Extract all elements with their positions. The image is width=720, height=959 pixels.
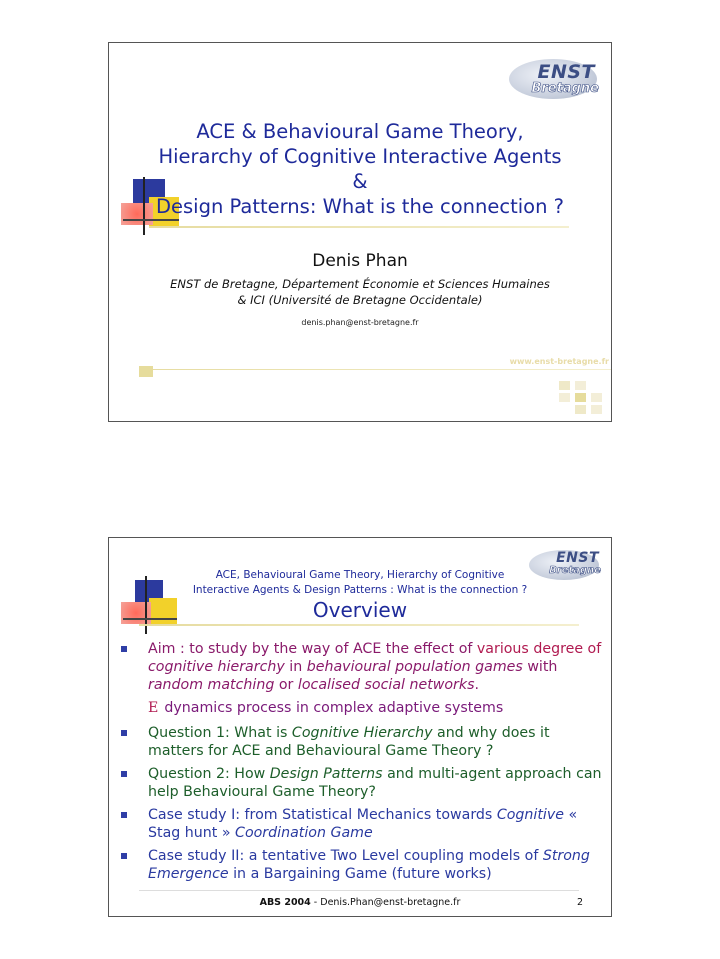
sub-bullet-text: dynamics process in complex adaptive systems [164, 700, 504, 716]
slide-title: Overview [312, 598, 408, 622]
bullet-marker [121, 812, 127, 818]
slide-header [109, 568, 611, 598]
case-study-1-text: Case study I: from Statistical Mechanics towards [148, 807, 497, 823]
affiliation-line-1: ENST de Bretagne, Département Économie et Sciences Humaines [170, 277, 550, 291]
bullet-case-study-1 [119, 806, 609, 842]
bullet-aim [119, 640, 609, 694]
bullet-question-2 [119, 765, 609, 801]
bullet-marker [121, 771, 127, 777]
aim-text: in [284, 659, 307, 675]
aim-text: . [474, 677, 480, 693]
header-line-2: Interactive Agents & Design Patterns : What is the connection ? [192, 584, 528, 596]
page-number: 2 [576, 897, 583, 908]
question-1-emphasis: Cognitive Hierarchy [291, 725, 433, 741]
footer-square-left [139, 366, 153, 377]
question-1-text: and why does it matters for ACE and Behavioural Game Theory ? [148, 725, 550, 759]
website-watermark: www.enst-bretagne.fr [509, 357, 609, 366]
aim-emphasis: behavioural population games [306, 659, 523, 675]
logo-text-bretagne: Bretagne [531, 81, 599, 96]
title-line-3: & [352, 170, 368, 193]
question-2-text: Question 2: How [148, 766, 270, 782]
aim-text: with [522, 659, 558, 675]
aim-text: or [274, 677, 298, 693]
case-study-1-emphasis: Cognitive [496, 807, 564, 823]
aim-emphasis: cognitive hierarchy [148, 659, 285, 675]
bullet-marker [121, 853, 127, 859]
title-divider [139, 624, 579, 626]
footer-divider [139, 890, 579, 891]
bullet-question-1 [119, 724, 609, 760]
aim-emphasis: random matching [148, 677, 275, 693]
aim-emphasis: localised social networks [297, 677, 475, 693]
header-line-1: ACE, Behavioural Game Theory, Hierarchy of Cognitive [215, 569, 505, 581]
title-divider [149, 226, 569, 228]
logo-text-bretagne: Bretagne [549, 565, 601, 576]
logo-text-enst: ENST [556, 550, 599, 566]
aim-text: various degree of [476, 641, 602, 657]
question-2-emphasis: Design Patterns [269, 766, 383, 782]
sub-bullet-marker: E [148, 700, 159, 716]
enst-bretagne-logo [509, 57, 601, 101]
title-line-2: Hierarchy of Cognitive Interactive Agents [158, 145, 562, 168]
bullet-case-study-2 [119, 847, 609, 883]
question-2-text: and multi-agent approach can help Behavioural Game Theory? [148, 766, 602, 800]
slide-title [109, 119, 611, 219]
bullet-marker [121, 646, 127, 652]
aim-text: Aim : to study by the way of ACE the effect of [148, 641, 477, 657]
title-line-1: ACE & Behavioural Game Theory, [196, 120, 524, 143]
footer-divider [139, 369, 611, 370]
case-study-1-text: « Stag hunt » [148, 807, 578, 841]
affiliation [109, 276, 611, 308]
title-line-4: Design Patterns: What is the connection ? [155, 195, 564, 218]
footer-email: - Denis.Phan@enst-bretagne.fr [310, 897, 461, 908]
author-email: denis.phan@enst-bretagne.fr [301, 318, 419, 327]
author-name: Denis Phan [312, 251, 408, 271]
question-1-text: Question 1: What is [148, 725, 292, 741]
title-slide [108, 42, 612, 422]
case-study-2-emphasis: Strong Emergence [148, 848, 590, 882]
sub-bullet-dynamics [119, 699, 609, 717]
affiliation-line-2: & ICI (Université de Bretagne Occidentale) [237, 293, 483, 307]
case-study-1-emphasis: Coordination Game [235, 825, 373, 841]
bullet-marker [121, 730, 127, 736]
bullet-list [119, 640, 609, 888]
case-study-2-text: Case study II: a tentative Two Level coupling models of [148, 848, 543, 864]
footer-event: ABS 2004 [259, 897, 311, 908]
case-study-2-text: in a Bargaining Game (future works) [228, 866, 492, 882]
logo-text-enst: ENST [537, 61, 595, 83]
overview-slide [108, 537, 612, 917]
slide-footer [109, 897, 611, 908]
